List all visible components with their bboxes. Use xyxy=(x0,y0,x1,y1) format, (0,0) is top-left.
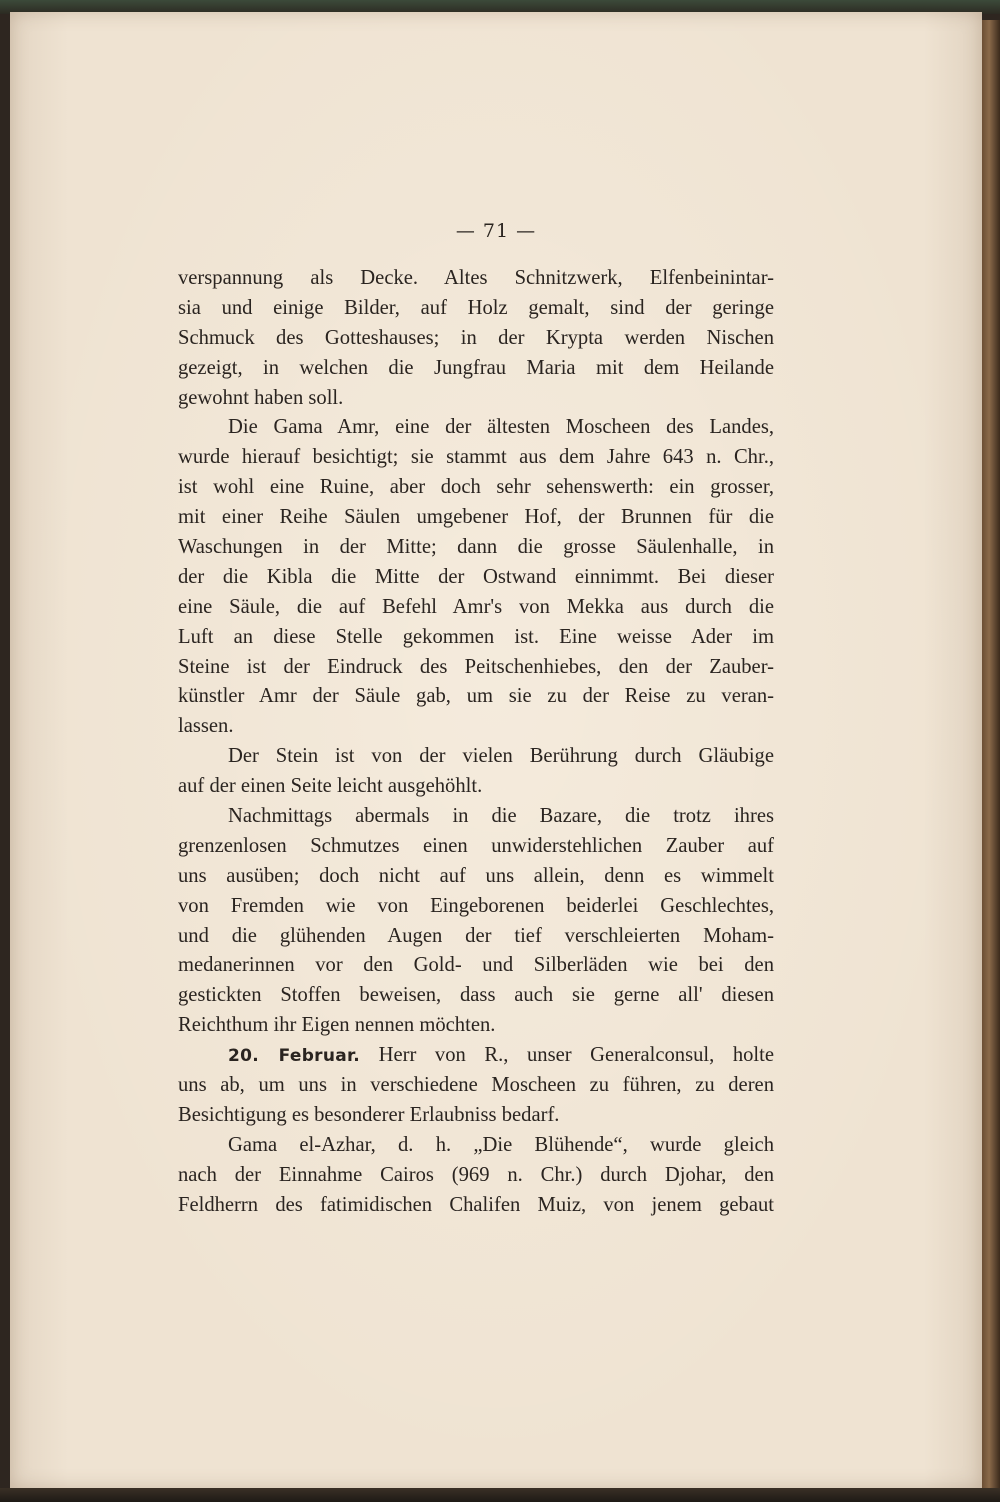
paragraph xyxy=(178,1131,774,1221)
date-heading: 20. Februar. xyxy=(228,1046,361,1067)
line-text: und die glühenden Augen der tief verschleierten Moham- xyxy=(178,924,774,947)
line-text: wurde hierauf besichtigt; sie stammt aus dem Jahre 643 n. Chr., xyxy=(178,446,774,469)
text-line xyxy=(178,294,774,324)
paragraph xyxy=(178,802,774,1041)
line-text: gewohnt haben soll. xyxy=(178,386,344,409)
text-line xyxy=(178,533,774,563)
text-line xyxy=(178,593,774,623)
text-line xyxy=(178,1161,774,1191)
text-line xyxy=(178,772,774,802)
text-line xyxy=(178,802,774,832)
line-text: ist wohl eine Ruine, aber doch sehr sehenswerth: ein grosser, xyxy=(178,476,774,499)
book-bottom-edge xyxy=(0,1488,1000,1502)
text-line xyxy=(178,563,774,593)
text-line xyxy=(178,1101,774,1131)
text-line xyxy=(178,653,774,683)
line-text: sia und einige Bilder, auf Holz gemalt, sind der geringe xyxy=(178,296,774,319)
text-line xyxy=(178,324,774,354)
paragraph xyxy=(178,264,774,413)
line-text: auf der einen Seite leicht ausgehöhlt. xyxy=(178,775,483,798)
line-text: Gama el-Azhar, d. h. „Die Blühende“, wurde gleich xyxy=(228,1133,774,1156)
line-text: Reichthum ihr Eigen nennen möchten. xyxy=(178,1014,496,1037)
paragraph xyxy=(178,413,774,742)
text-line xyxy=(178,473,774,503)
text-line xyxy=(178,1131,774,1161)
line-text: Herr von R., unser Generalconsul, holte xyxy=(360,1044,774,1067)
text-line xyxy=(178,1041,774,1071)
book-right-edge xyxy=(982,20,1000,1490)
line-text: Feldherrn des fatimidischen Chalifen Muiz, von jenem gebaut xyxy=(178,1193,774,1216)
line-text: medanerinnen vor den Gold- und Silberläden wie bei den xyxy=(178,954,774,977)
text-line xyxy=(178,981,774,1011)
line-text: verspannung als Decke. Altes Schnitzwerk, Elfenbeinintar- xyxy=(178,267,774,289)
line-text: Steine ist der Eindruck des Peitschenhiebes, den der Zauber- xyxy=(178,655,774,678)
line-text: lassen. xyxy=(178,715,234,738)
text-line xyxy=(178,443,774,473)
line-text: künstler Amr der Säule gab, um sie zu der Reise zu veran- xyxy=(178,685,774,708)
line-text: Nachmittags abermals in die Bazare, die trotz ihres xyxy=(228,805,774,828)
line-text: Der Stein ist von der vielen Berührung durch Gläubige xyxy=(228,745,774,768)
text-line xyxy=(178,832,774,862)
line-text: von Fremden wie von Eingeborenen beiderlei Geschlechtes, xyxy=(178,894,774,917)
text-line xyxy=(178,1071,774,1101)
line-text: Waschungen in der Mitte; dann die grosse Säulenhalle, in xyxy=(178,536,774,559)
paragraph xyxy=(178,1041,774,1131)
text-line xyxy=(178,384,774,414)
text-line xyxy=(178,503,774,533)
line-text: gestickten Stoffen beweisen, dass auch sie gerne all' diesen xyxy=(178,984,774,1007)
text-line xyxy=(178,413,774,443)
line-text: Besichtigung es besonderer Erlaubniss bedarf. xyxy=(178,1103,560,1126)
line-text: gezeigt, in welchen die Jungfrau Maria mit dem Heilande xyxy=(178,356,774,379)
text-line xyxy=(178,892,774,922)
line-text: Schmuck des Gotteshauses; in der Krypta werden Nischen xyxy=(178,326,774,349)
line-text: mit einer Reihe Säulen umgebener Hof, der Brunnen für die xyxy=(178,506,774,529)
line-text: eine Säule, die auf Befehl Amr's von Mekka aus durch die xyxy=(178,595,774,618)
line-text: uns ab, um uns in verschiedene Moscheen zu führen, zu deren xyxy=(178,1074,774,1097)
text-line xyxy=(178,264,774,294)
page-paper xyxy=(10,12,982,1488)
line-text: Luft an diese Stelle gekommen ist. Eine weisse Ader im xyxy=(178,625,774,648)
text-line xyxy=(178,623,774,653)
line-text: uns ausüben; doch nicht auf uns allein, denn es wimmelt xyxy=(178,864,774,887)
paragraph xyxy=(178,742,774,802)
body-text xyxy=(178,264,774,1221)
text-line xyxy=(178,951,774,981)
line-text: der die Kibla die Mitte der Ostwand einnimmt. Bei dieser xyxy=(178,565,774,588)
text-line xyxy=(178,354,774,384)
text-line xyxy=(178,862,774,892)
text-line xyxy=(178,1191,774,1221)
line-text: nach der Einnahme Cairos (969 n. Chr.) durch Djohar, den xyxy=(178,1163,774,1186)
line-text: Die Gama Amr, eine der ältesten Moscheen des Landes, xyxy=(228,416,774,439)
text-line xyxy=(178,712,774,742)
line-text: grenzenlosen Schmutzes einen unwiderstehlichen Zauber auf xyxy=(178,834,774,857)
text-line xyxy=(178,922,774,952)
text-line xyxy=(178,682,774,712)
text-line xyxy=(178,742,774,772)
text-line xyxy=(178,1011,774,1041)
page-number: — 71 — xyxy=(455,220,537,242)
